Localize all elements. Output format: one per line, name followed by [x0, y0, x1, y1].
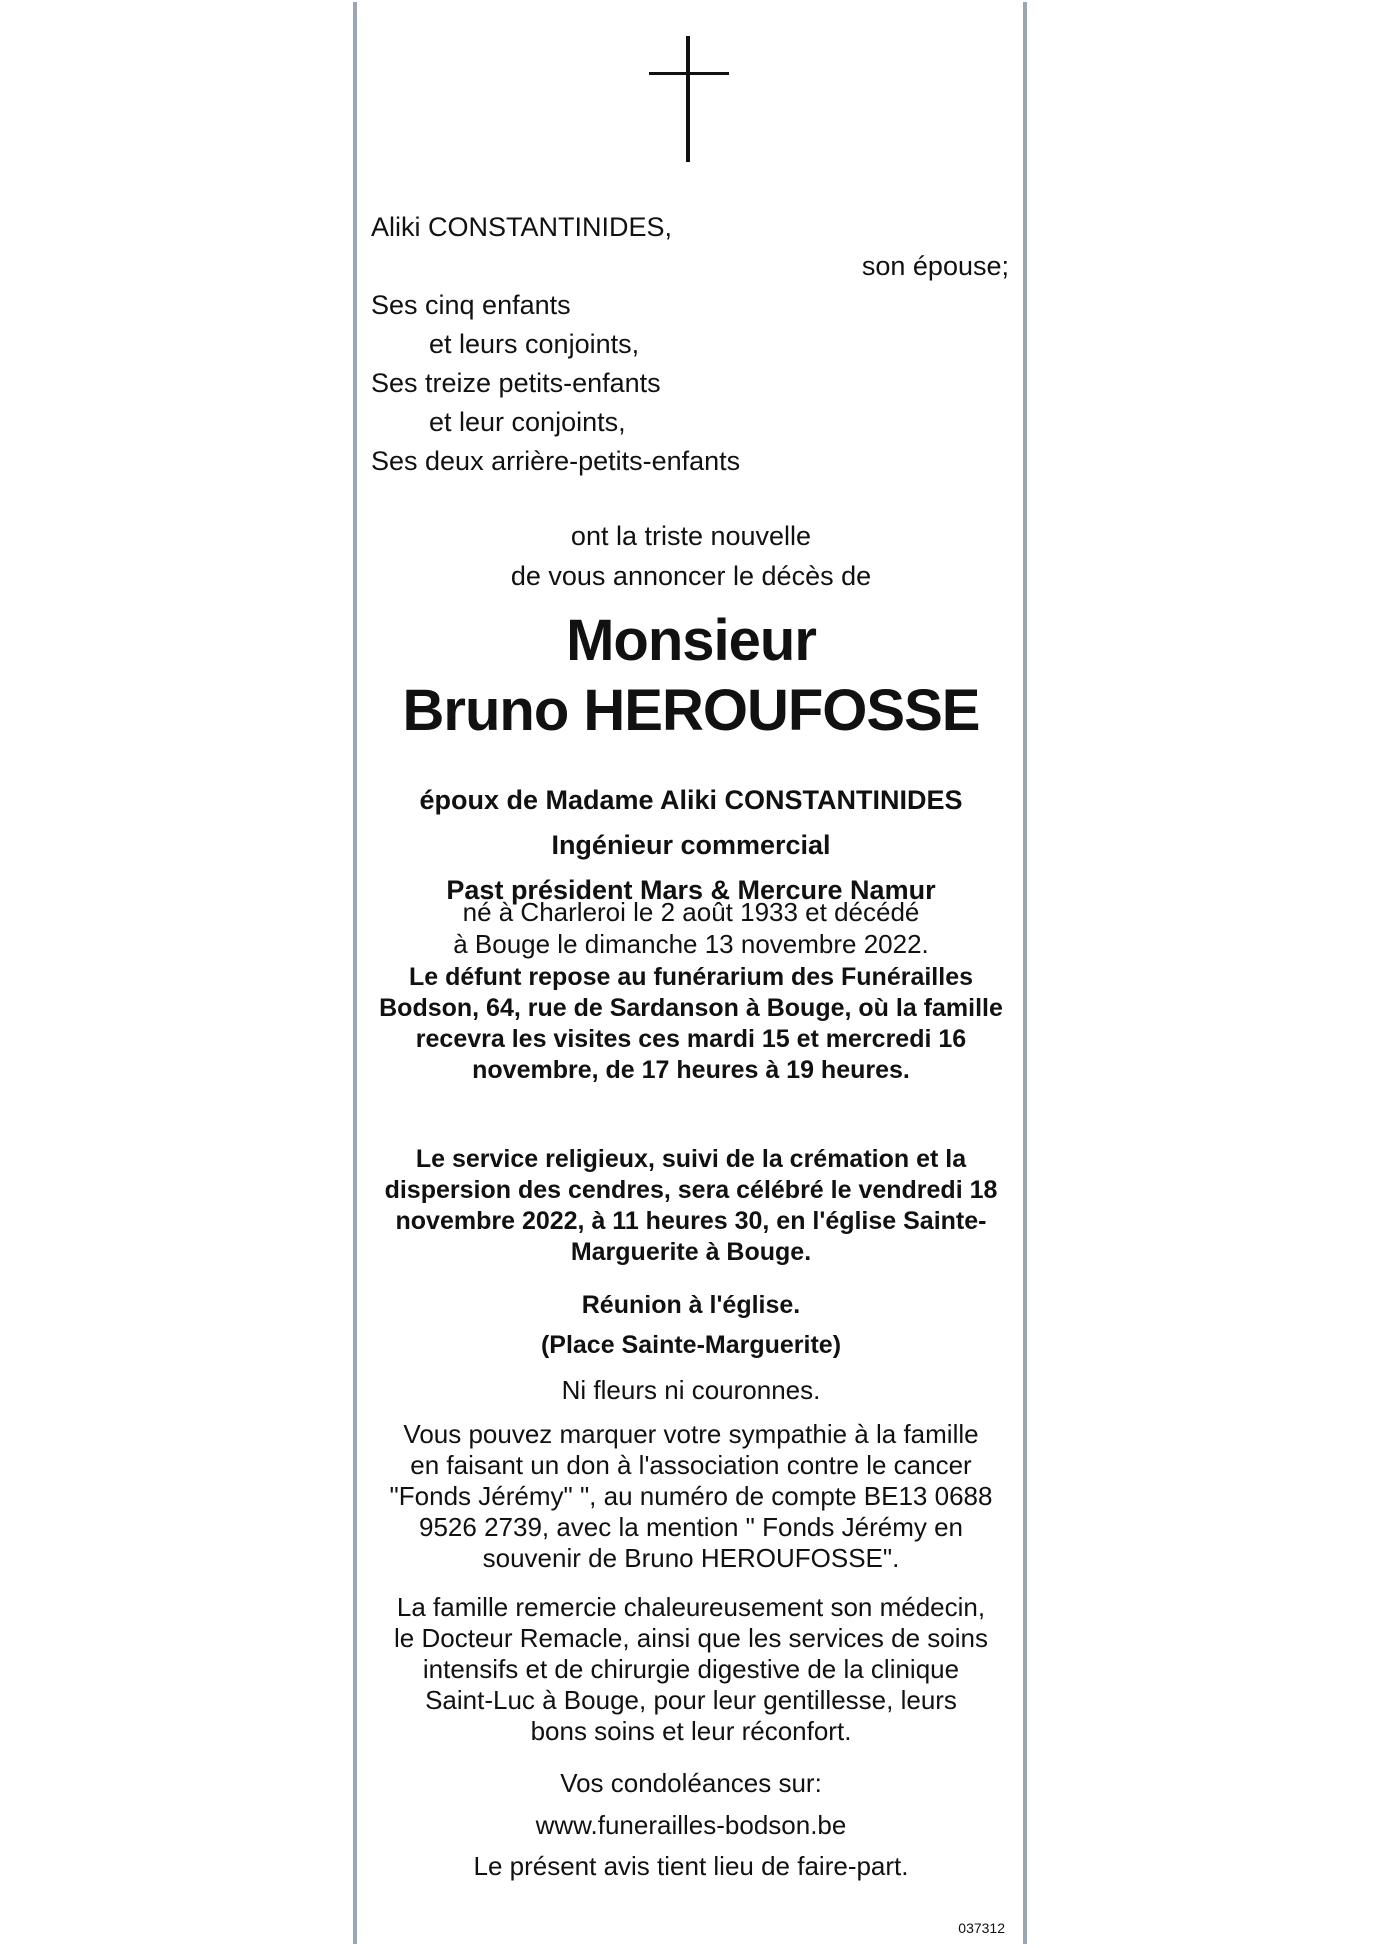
announcement-line: ont la triste nouvelle	[570, 521, 812, 551]
funerarium-line: Le défunt repose au funérarium des Funérailles	[408, 963, 974, 991]
condolences-website-link[interactable]: www.funerailles-bodson.be	[535, 1810, 847, 1840]
thanks-line: Saint-Luc à Bouge, pour leur gentillesse, leurs	[425, 1685, 957, 1715]
service-line: Marguerite à Bouge.	[570, 1238, 812, 1266]
family-spouse: Aliki CONSTANTINIDES,	[371, 212, 673, 242]
thanks-message	[371, 1592, 1011, 1747]
family-great-grandchildren: Ses deux arrière-petits-enfants	[371, 446, 741, 476]
reunion-place: (Place Sainte-Marguerite)	[540, 1331, 842, 1359]
sympathy-line: en faisant un don à l'association contre le cancer	[410, 1450, 972, 1480]
obituary-notice	[353, 2, 1027, 1944]
family-spouse-role: son épouse;	[861, 251, 1009, 281]
service-line: novembre 2022, à 11 heures 30, en l'église Sainte-	[395, 1207, 987, 1235]
thanks-line: La famille remercie chaleureusement son médecin,	[396, 1592, 986, 1622]
condolences	[371, 1762, 1011, 1846]
deceased-title: Monsieur	[566, 608, 816, 673]
association-role: Past président Mars & Mercure Namur	[446, 875, 936, 905]
birth-death-dates	[371, 896, 1011, 960]
deceased-name	[371, 606, 1011, 746]
reference-number: 037312	[958, 1920, 1005, 1936]
thanks-line: bons soins et leur réconfort.	[530, 1716, 852, 1746]
announcement	[371, 516, 1011, 596]
sympathy-line: Vous pouvez marquer votre sympathie à la famille	[403, 1419, 979, 1449]
thanks-line: le Docteur Remacle, ainsi que les services de soins	[394, 1623, 988, 1653]
service-line: Le service religieux, suivi de la crémation et la	[415, 1145, 967, 1173]
thanks-line: intensifs et de chirurgie digestive de la clinique	[422, 1654, 960, 1684]
closing-note: Le présent avis tient lieu de faire-part.	[473, 1851, 909, 1881]
funerarium-line: novembre, de 17 heures à 19 heures.	[472, 1056, 910, 1084]
sympathy-line: "Fonds Jérémy" ", au numéro de compte BE13 0688	[389, 1481, 993, 1511]
cross-icon	[649, 36, 729, 162]
profession: Ingénieur commercial	[551, 830, 831, 860]
deceased-fullname: Bruno HEROUFOSSE	[402, 678, 980, 743]
reunion-info	[371, 1285, 1011, 1365]
deceased-titles	[371, 778, 1011, 913]
funerarium-info	[371, 962, 1011, 1086]
family-children: Ses cinq enfants	[371, 290, 571, 320]
family-grandchildren-partners: et leur conjoints,	[429, 407, 626, 437]
sympathy-line: 9526 2739, avec la mention " Fonds Jérémy en	[419, 1512, 963, 1542]
family-list	[371, 208, 1011, 481]
sympathy-donation	[371, 1419, 1011, 1574]
family-grandchildren: Ses treize petits-enfants	[371, 368, 661, 398]
dates-line: à Bouge le dimanche 13 novembre 2022.	[453, 929, 929, 959]
dates-line: né à Charleroi le 2 août 1933 et décédé	[462, 897, 920, 927]
announcement-line: de vous annoncer le décès de	[510, 561, 872, 591]
funerarium-line: Bodson, 64, rue de Sardanson à Bouge, où la famille	[379, 994, 1003, 1022]
service-line: dispersion des cendres, sera célébré le vendredi 18	[384, 1176, 998, 1204]
spouse-of: époux de Madame Aliki CONSTANTINIDES	[419, 785, 963, 815]
condolences-label: Vos condoléances sur:	[560, 1768, 822, 1798]
sympathy-line: souvenir de Bruno HEROUFOSSE".	[482, 1543, 900, 1573]
family-children-partners: et leurs conjoints,	[429, 329, 640, 359]
reunion-line: Réunion à l'église.	[581, 1291, 801, 1319]
service-info	[371, 1144, 1011, 1268]
funerarium-line: recevra les visites ces mardi 15 et mercredi 16	[415, 1025, 967, 1053]
no-flowers: Ni fleurs ni couronnes.	[561, 1375, 821, 1405]
